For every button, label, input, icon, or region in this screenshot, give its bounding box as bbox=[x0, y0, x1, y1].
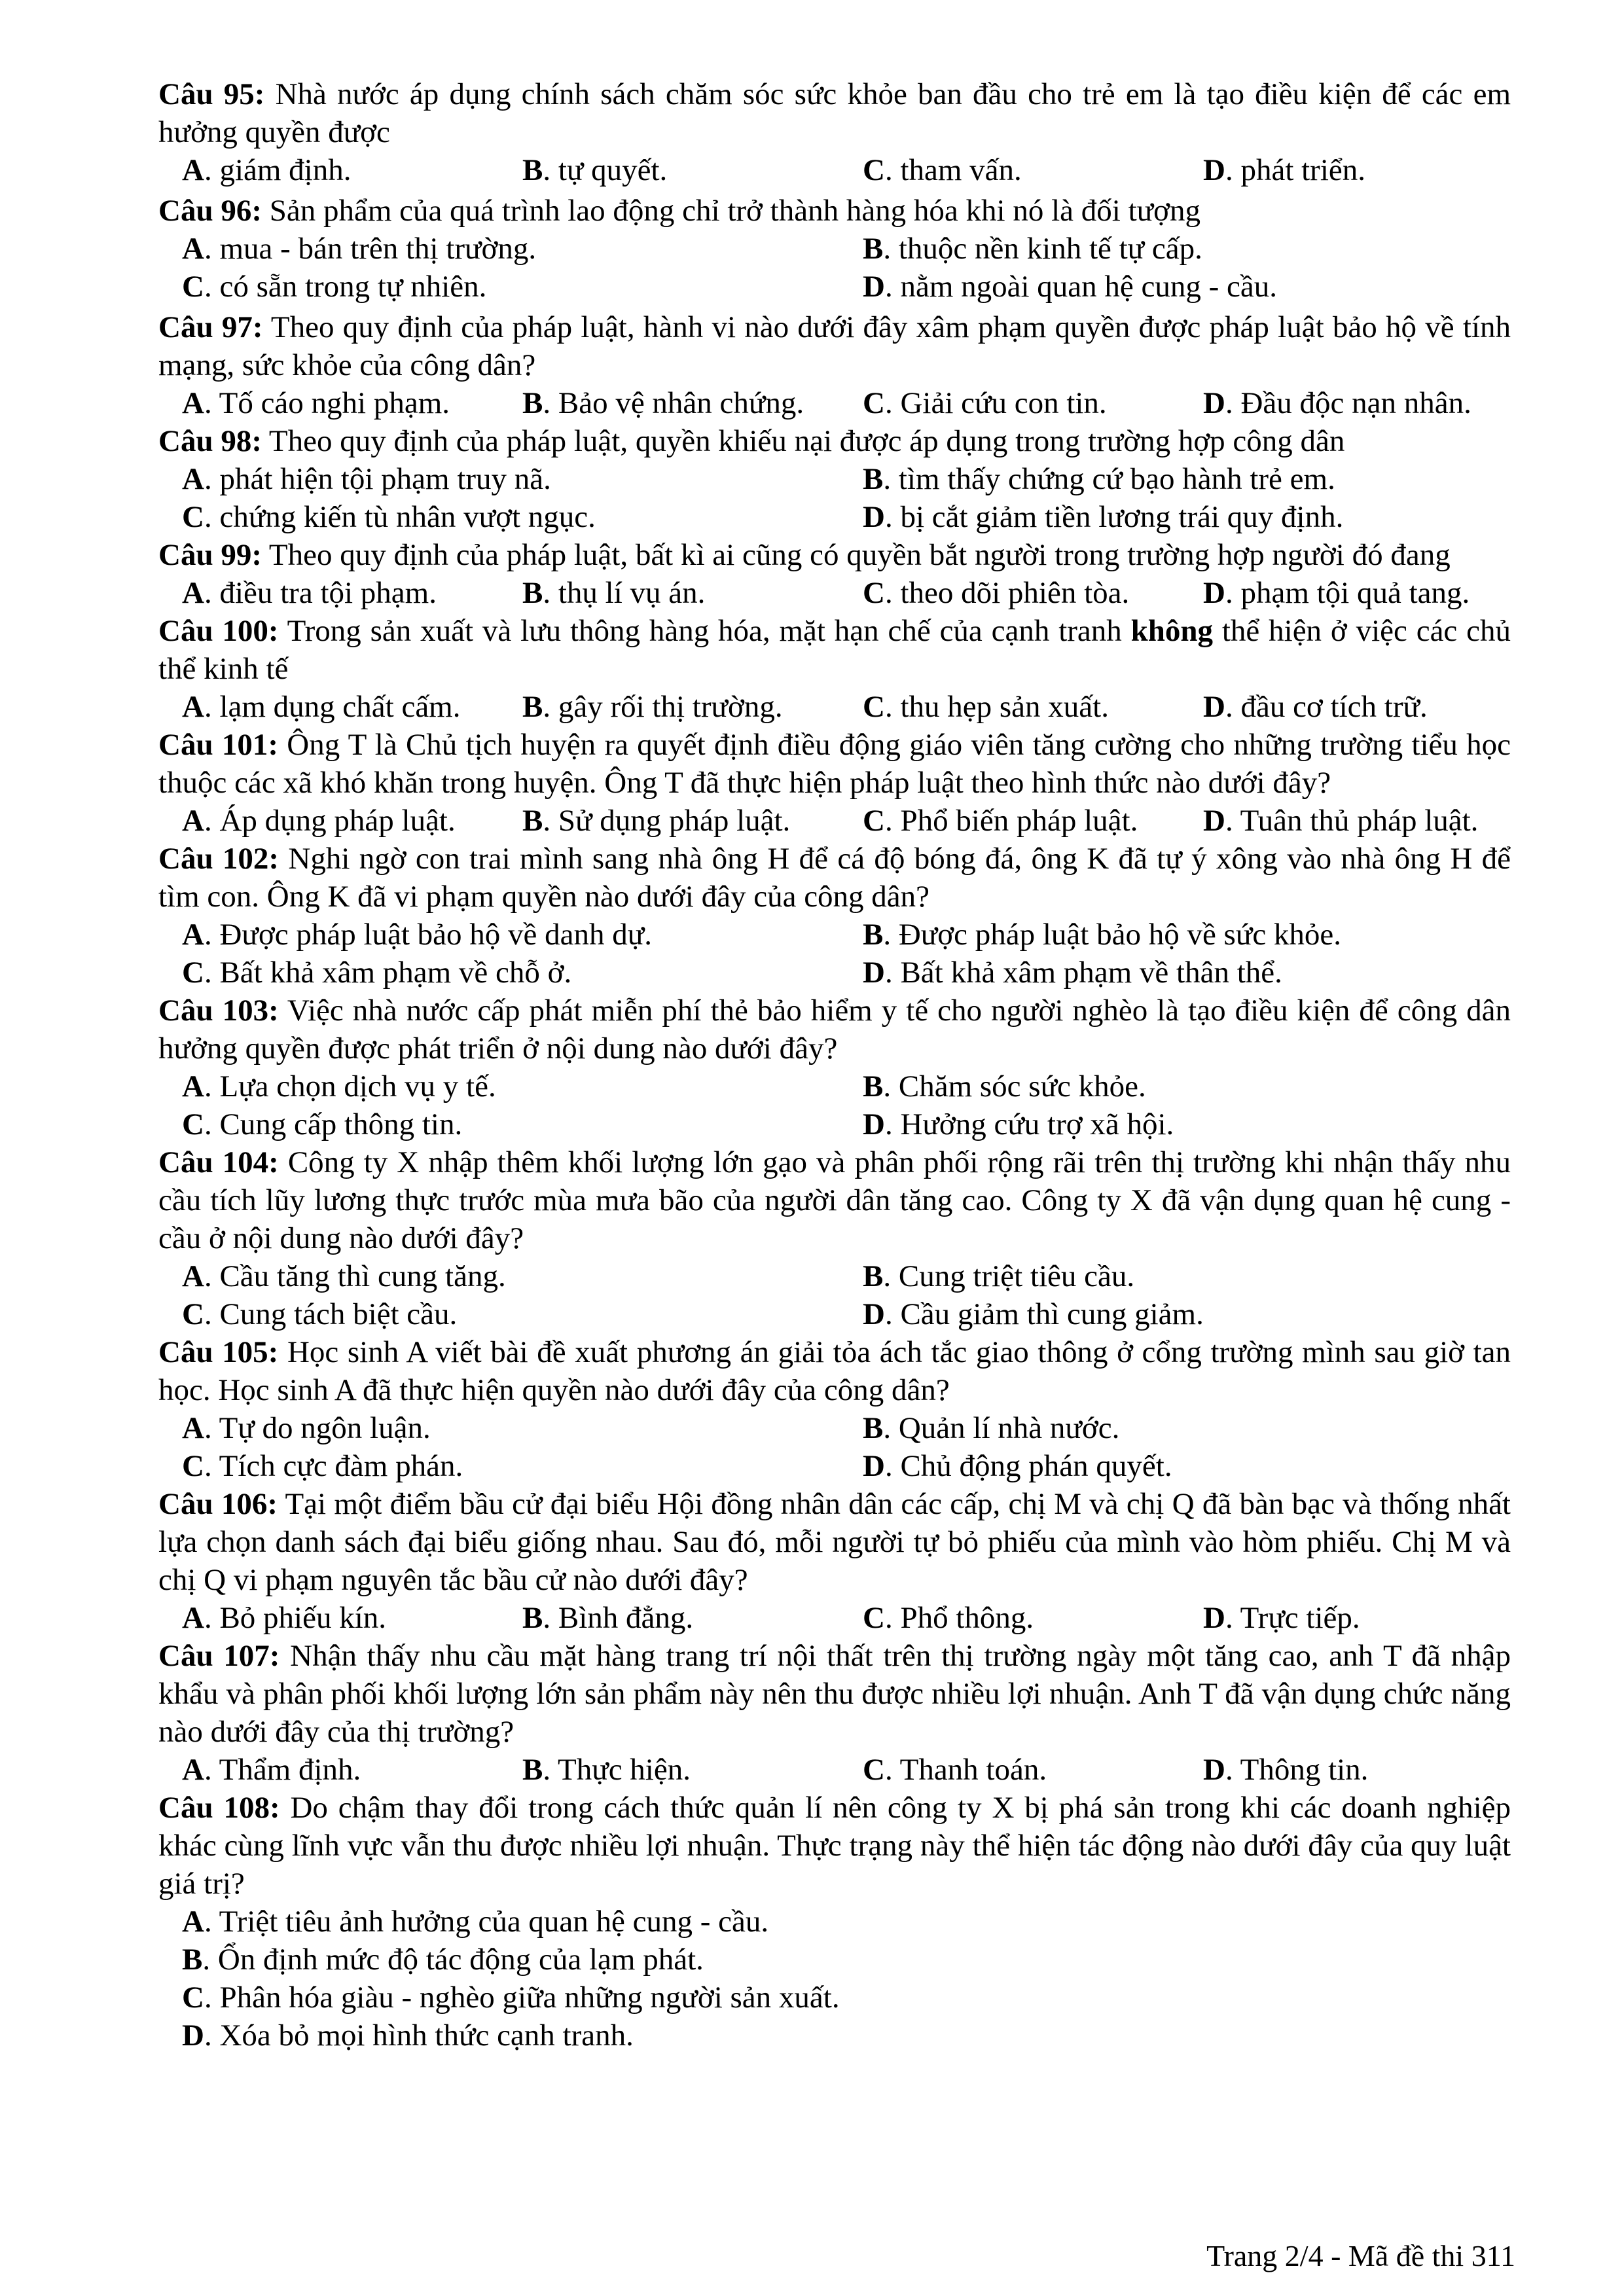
option-letter: B bbox=[522, 1753, 543, 1787]
question-list bbox=[158, 75, 1511, 2054]
option-letter: C bbox=[863, 576, 885, 610]
option-letter: D bbox=[1203, 1601, 1225, 1635]
question-stem bbox=[158, 308, 1511, 384]
option-d bbox=[863, 1295, 1534, 1333]
option-a bbox=[182, 1067, 863, 1105]
option-text: . Cung cấp thông tin. bbox=[204, 1107, 463, 1141]
option-letter: A bbox=[182, 918, 204, 952]
option-letter: D bbox=[1203, 386, 1225, 420]
option-text: . phạm tội quả tang. bbox=[1225, 576, 1470, 610]
options bbox=[182, 460, 1511, 536]
option-letter: B bbox=[863, 462, 884, 496]
options bbox=[182, 1903, 1511, 2054]
question-stem bbox=[158, 536, 1511, 574]
option-text: . Trực tiếp. bbox=[1225, 1601, 1360, 1635]
option-d bbox=[1203, 1599, 1534, 1637]
question-106 bbox=[158, 1485, 1511, 1637]
options bbox=[182, 1257, 1511, 1333]
options bbox=[182, 1409, 1511, 1485]
question-104 bbox=[158, 1143, 1511, 1333]
option-c bbox=[863, 574, 1203, 612]
question-label: Câu 100: bbox=[158, 614, 279, 648]
option-letter: D bbox=[863, 1297, 885, 1331]
option-c bbox=[863, 151, 1203, 189]
option-text: . Cầu giảm thì cung giảm. bbox=[884, 1297, 1204, 1331]
option-text: . bị cắt giảm tiền lương trái quy định. bbox=[884, 500, 1344, 534]
option-text: . phát hiện tội phạm truy nã. bbox=[204, 462, 551, 496]
option-a bbox=[182, 916, 863, 954]
option-b bbox=[863, 460, 1534, 498]
option-letter: B bbox=[863, 1259, 884, 1293]
option-letter: A bbox=[182, 1411, 204, 1445]
option-a bbox=[182, 230, 863, 268]
option-a bbox=[182, 151, 522, 189]
option-c bbox=[182, 498, 863, 536]
options bbox=[182, 230, 1511, 306]
option-text: . mua - bán trên thị trường. bbox=[204, 232, 537, 266]
option-b bbox=[522, 802, 863, 840]
option-d bbox=[863, 268, 1534, 306]
option-text: . tự quyết. bbox=[543, 153, 668, 187]
options bbox=[182, 688, 1511, 726]
option-c bbox=[182, 1295, 863, 1333]
option-letter: A bbox=[182, 1069, 204, 1103]
option-text: . Hưởng cứu trợ xã hội. bbox=[884, 1107, 1174, 1141]
question-label: Câu 99: bbox=[158, 538, 262, 572]
option-text: . Quản lí nhà nước. bbox=[883, 1411, 1120, 1445]
option-text: . Thực hiện. bbox=[543, 1753, 691, 1787]
question-label: Câu 108: bbox=[158, 1791, 280, 1825]
option-letter: D bbox=[1203, 690, 1225, 724]
options bbox=[182, 151, 1511, 189]
option-text: . Cung triệt tiêu cầu. bbox=[883, 1259, 1135, 1293]
option-text: . lạm dụng chất cấm. bbox=[204, 690, 461, 724]
question-stem bbox=[158, 192, 1511, 230]
option-letter: B bbox=[522, 1601, 543, 1635]
option-text: . Lựa chọn dịch vụ y tế. bbox=[204, 1069, 496, 1103]
option-d bbox=[863, 498, 1534, 536]
option-text: . tham vấn. bbox=[884, 153, 1022, 187]
option-letter: C bbox=[863, 386, 885, 420]
question-stem bbox=[158, 726, 1511, 802]
option-letter: B bbox=[863, 1069, 884, 1103]
question-stem bbox=[158, 75, 1511, 151]
option-c bbox=[182, 954, 863, 992]
question-stem bbox=[158, 1789, 1511, 1903]
option-b bbox=[522, 688, 863, 726]
question-text: Nhận thấy nhu cầu mặt hàng trang trí nội thất trên thị trường ngày một tăng cao, anh T đã nhập khẩu và phân phối khối lượng lớn sản phẩm này nên thu được nhiều lợi nhuận. Anh T đã vận dụng chức năng nào dưới đây của thị trường? bbox=[158, 1639, 1511, 1749]
option-letter: B bbox=[522, 386, 543, 420]
option-b bbox=[863, 230, 1534, 268]
option-b bbox=[522, 151, 863, 189]
option-text: . đầu cơ tích trữ. bbox=[1225, 690, 1428, 724]
option-letter: A bbox=[182, 1753, 204, 1787]
option-c bbox=[182, 1447, 863, 1485]
option-c bbox=[863, 802, 1203, 840]
option-text: . Được pháp luật bảo hộ về sức khỏe. bbox=[883, 918, 1342, 952]
option-letter: D bbox=[863, 956, 885, 990]
option-d bbox=[863, 954, 1534, 992]
question-text: Do chậm thay đổi trong cách thức quản lí nên công ty X bị phá sản trong khi các doanh nghiệp khác cùng lĩnh vực vẫn thu được nhiều lợi nhuận. Thực trạng này thể hiện tác động nào dưới đây của quy luật giá trị? bbox=[158, 1791, 1511, 1901]
option-letter: B bbox=[863, 1411, 884, 1445]
option-letter: D bbox=[1203, 576, 1225, 610]
question-97 bbox=[158, 308, 1511, 422]
option-text: . Được pháp luật bảo hộ về danh dự. bbox=[204, 918, 652, 952]
question-95 bbox=[158, 75, 1511, 189]
option-text: . Tích cực đàm phán. bbox=[204, 1449, 463, 1483]
option-text: . Bỏ phiếu kín. bbox=[204, 1601, 387, 1635]
option-c bbox=[182, 1979, 1534, 2017]
option-d bbox=[1203, 688, 1534, 726]
option-d bbox=[1203, 574, 1534, 612]
question-100 bbox=[158, 612, 1511, 726]
option-letter: A bbox=[182, 1601, 204, 1635]
question-text: Việc nhà nước cấp phát miễn phí thẻ bảo hiểm y tế cho người nghèo là tạo điều kiện để công dân hưởng quyền được phát triển ở nội dung nào dưới đây? bbox=[158, 994, 1511, 1066]
option-text: . thu hẹp sản xuất. bbox=[884, 690, 1109, 724]
option-letter: D bbox=[1203, 804, 1225, 838]
option-b bbox=[863, 1067, 1534, 1105]
option-letter: A bbox=[182, 462, 204, 496]
option-letter: B bbox=[522, 153, 543, 187]
question-105 bbox=[158, 1333, 1511, 1485]
option-text: . Sử dụng pháp luật. bbox=[543, 804, 791, 838]
option-letter: C bbox=[863, 804, 885, 838]
question-96 bbox=[158, 192, 1511, 306]
option-a bbox=[182, 1751, 522, 1789]
option-letter: C bbox=[182, 500, 204, 534]
question-label: Câu 105: bbox=[158, 1335, 279, 1369]
option-text: . Tố cáo nghi phạm. bbox=[204, 386, 450, 420]
question-label: Câu 98: bbox=[158, 424, 262, 458]
option-a bbox=[182, 384, 522, 422]
option-letter: C bbox=[182, 956, 204, 990]
question-stem bbox=[158, 422, 1511, 460]
options bbox=[182, 1067, 1511, 1143]
option-text: . phát triển. bbox=[1225, 153, 1366, 187]
question-text: Theo quy định của pháp luật, bất kì ai cũng có quyền bắt người trong trường hợp người đó đang bbox=[261, 538, 1451, 572]
question-108 bbox=[158, 1789, 1511, 2054]
option-text: . gây rối thị trường. bbox=[543, 690, 783, 724]
option-text: . nằm ngoài quan hệ cung - cầu. bbox=[884, 270, 1277, 304]
option-text: . Chủ động phán quyết. bbox=[884, 1449, 1172, 1483]
question-stem bbox=[158, 1333, 1511, 1409]
option-text: . Bất khả xâm phạm về thân thể. bbox=[884, 956, 1282, 990]
option-text: . theo dõi phiên tòa. bbox=[884, 576, 1130, 610]
question-text: Nghi ngờ con trai mình sang nhà ông H để cá độ bóng đá, ông K đã tự ý xông vào nhà ông H để tìm con. Ông K đã vi phạm quyền nào dưới đây của công dân? bbox=[158, 842, 1511, 914]
option-a bbox=[182, 1599, 522, 1637]
option-letter: C bbox=[182, 1449, 204, 1483]
options bbox=[182, 1751, 1511, 1789]
option-text: . Bất khả xâm phạm về chỗ ở. bbox=[204, 956, 572, 990]
question-label: Câu 106: bbox=[158, 1487, 278, 1521]
question-102 bbox=[158, 840, 1511, 992]
option-text: . điều tra tội phạm. bbox=[204, 576, 437, 610]
option-letter: D bbox=[863, 270, 885, 304]
option-letter: B bbox=[522, 690, 543, 724]
option-a bbox=[182, 1409, 863, 1447]
option-letter: A bbox=[182, 1259, 204, 1293]
option-a bbox=[182, 802, 522, 840]
option-c bbox=[863, 1599, 1203, 1637]
option-c bbox=[182, 1105, 863, 1143]
option-b bbox=[863, 916, 1534, 954]
option-text: . Thẩm định. bbox=[204, 1753, 361, 1787]
question-label: Câu 103: bbox=[158, 994, 279, 1028]
option-text: . Ổn định mức độ tác động của lạm phát. bbox=[202, 1943, 704, 1977]
question-label: Câu 101: bbox=[158, 728, 279, 762]
option-text: . Xóa bỏ mọi hình thức cạnh tranh. bbox=[204, 2018, 634, 2053]
option-text: . tìm thấy chứng cứ bạo hành trẻ em. bbox=[883, 462, 1335, 496]
option-letter: D bbox=[863, 1449, 885, 1483]
option-text: . Chăm sóc sức khỏe. bbox=[883, 1069, 1146, 1103]
question-stem bbox=[158, 1637, 1511, 1751]
question-text: Tại một điểm bầu cử đại biểu Hội đồng nhân dân các cấp, chị M và chị Q đã bàn bạc và thống nhất lựa chọn danh sách đại biểu giống nhau. Sau đó, mỗi người tự bỏ phiếu của mình vào hòm phiếu. Chị M và chị Q vi phạm nguyên tắc bầu cử nào dưới đây? bbox=[158, 1487, 1511, 1597]
question-99 bbox=[158, 536, 1511, 612]
option-letter: B bbox=[863, 232, 884, 266]
option-text: . Tự do ngôn luận. bbox=[204, 1411, 431, 1445]
option-b bbox=[182, 1941, 1534, 1979]
option-text: . Phân hóa giàu - nghèo giữa những người sản xuất. bbox=[204, 1981, 840, 2015]
question-101 bbox=[158, 726, 1511, 840]
option-text: . chứng kiến tù nhân vượt ngục. bbox=[204, 500, 596, 534]
option-letter: A bbox=[182, 690, 204, 724]
option-letter: C bbox=[863, 153, 885, 187]
options bbox=[182, 384, 1511, 422]
option-a bbox=[182, 460, 863, 498]
option-text: . giám định. bbox=[204, 153, 352, 187]
option-text: . Tuân thủ pháp luật. bbox=[1225, 804, 1479, 838]
question-text: Trong sản xuất và lưu thông hàng hóa, mặt hạn chế của cạnh tranh bbox=[278, 614, 1131, 648]
question-stem bbox=[158, 1485, 1511, 1599]
option-a bbox=[182, 688, 522, 726]
option-letter: C bbox=[182, 1107, 204, 1141]
question-label: Câu 95: bbox=[158, 77, 265, 111]
question-text: Công ty X nhập thêm khối lượng lớn gạo và phân phối rộng rãi trên thị trường khi nhận thấy nhu cầu tích lũy lương thực trước mùa mưa bão của người dân tăng cao. Công ty X đã vận dụng quan hệ cung - cầu ở nội dung nào dưới đây? bbox=[158, 1145, 1511, 1255]
option-letter: D bbox=[863, 500, 885, 534]
option-d bbox=[863, 1105, 1534, 1143]
option-letter: B bbox=[522, 804, 543, 838]
option-d bbox=[1203, 802, 1534, 840]
question-label: Câu 102: bbox=[158, 842, 280, 876]
question-label: Câu 97: bbox=[158, 310, 263, 344]
option-a bbox=[182, 1903, 1534, 1941]
option-letter: A bbox=[182, 386, 204, 420]
option-text: . thụ lí vụ án. bbox=[543, 576, 706, 610]
options bbox=[182, 802, 1511, 840]
option-letter: A bbox=[182, 153, 204, 187]
option-d bbox=[1203, 1751, 1534, 1789]
option-letter: D bbox=[182, 2018, 204, 2053]
option-text: . Triệt tiêu ảnh hưởng của quan hệ cung - cầu. bbox=[204, 1905, 769, 1939]
option-c bbox=[863, 384, 1203, 422]
option-text: . Thanh toán. bbox=[884, 1753, 1047, 1787]
option-letter: C bbox=[863, 690, 885, 724]
question-text: Ông T là Chủ tịch huyện ra quyết định điều động giáo viên tăng cường cho những trường tiểu học thuộc các xã khó khăn trong huyện. Ông T đã thực hiện pháp luật theo hình thức nào dưới đây? bbox=[158, 728, 1511, 800]
option-letter: B bbox=[182, 1943, 203, 1977]
option-letter: C bbox=[182, 1981, 204, 2015]
question-text-continued: thể hiện ở việc các chủ thể kinh tế bbox=[158, 614, 1511, 686]
option-letter: A bbox=[182, 576, 204, 610]
option-b bbox=[522, 1751, 863, 1789]
option-letter: A bbox=[182, 1905, 204, 1939]
question-label: Câu 107: bbox=[158, 1639, 280, 1673]
question-stem bbox=[158, 992, 1511, 1067]
option-letter: A bbox=[182, 804, 204, 838]
option-text: . Bảo vệ nhân chứng. bbox=[543, 386, 804, 420]
option-text: . Cung tách biệt cầu. bbox=[204, 1297, 458, 1331]
option-c bbox=[863, 1751, 1203, 1789]
option-text: . Giải cứu con tin. bbox=[884, 386, 1107, 420]
option-letter: A bbox=[182, 232, 204, 266]
question-107 bbox=[158, 1637, 1511, 1789]
question-label: Câu 96: bbox=[158, 194, 262, 228]
question-98 bbox=[158, 422, 1511, 536]
option-text: . thuộc nền kinh tế tự cấp. bbox=[883, 232, 1202, 266]
question-text: Nhà nước áp dụng chính sách chăm sóc sức khỏe ban đầu cho trẻ em là tạo điều kiện để các em hưởng quyền được bbox=[158, 77, 1511, 149]
question-text: Theo quy định của pháp luật, hành vi nào dưới đây xâm phạm quyền được pháp luật bảo hộ về tính mạng, sức khỏe của công dân? bbox=[158, 310, 1511, 382]
question-label: Câu 104: bbox=[158, 1145, 279, 1179]
option-text: . Thông tin. bbox=[1225, 1753, 1369, 1787]
option-letter: C bbox=[863, 1601, 885, 1635]
question-text: Học sinh A viết bài đề xuất phương án giải tỏa ách tắc giao thông ở cổng trường mình sau giờ tan học. Học sinh A đã thực hiện quyền nào dưới đây của công dân? bbox=[158, 1335, 1511, 1407]
option-b bbox=[863, 1257, 1534, 1295]
option-c bbox=[182, 268, 863, 306]
option-b bbox=[522, 384, 863, 422]
option-b bbox=[522, 574, 863, 612]
option-text: . Phổ biến pháp luật. bbox=[884, 804, 1138, 838]
question-stem bbox=[158, 612, 1511, 688]
options bbox=[182, 574, 1511, 612]
option-text: . Áp dụng pháp luật. bbox=[204, 804, 456, 838]
option-d bbox=[863, 1447, 1534, 1485]
option-c bbox=[863, 688, 1203, 726]
page-footer: Trang 2/4 - Mã đề thi 311 bbox=[1206, 2239, 1515, 2272]
emphasis-word: không bbox=[1130, 614, 1214, 648]
options bbox=[182, 916, 1511, 992]
option-letter: B bbox=[863, 918, 884, 952]
question-text: Sản phẩm của quá trình lao động chỉ trở thành hàng hóa khi nó là đối tượng bbox=[261, 194, 1200, 228]
question-text: Theo quy định của pháp luật, quyền khiếu nại được áp dụng trong trường hợp công dân bbox=[261, 424, 1345, 458]
option-a bbox=[182, 574, 522, 612]
option-letter: B bbox=[522, 576, 543, 610]
option-letter: C bbox=[182, 1297, 204, 1331]
option-a bbox=[182, 1257, 863, 1295]
question-stem bbox=[158, 1143, 1511, 1257]
option-text: . Bình đẳng. bbox=[543, 1601, 694, 1635]
option-letter: C bbox=[182, 270, 204, 304]
option-d bbox=[1203, 151, 1534, 189]
options bbox=[182, 1599, 1511, 1637]
option-d bbox=[182, 2017, 1534, 2054]
option-text: . có sẵn trong tự nhiên. bbox=[204, 270, 487, 304]
option-letter: D bbox=[863, 1107, 885, 1141]
option-letter: C bbox=[863, 1753, 885, 1787]
question-103 bbox=[158, 992, 1511, 1143]
option-letter: D bbox=[1203, 153, 1225, 187]
option-text: . Phổ thông. bbox=[884, 1601, 1034, 1635]
option-b bbox=[522, 1599, 863, 1637]
option-letter: D bbox=[1203, 1753, 1225, 1787]
option-text: . Cầu tăng thì cung tăng. bbox=[204, 1259, 506, 1293]
question-stem bbox=[158, 840, 1511, 916]
option-b bbox=[863, 1409, 1534, 1447]
option-text: . Đầu độc nạn nhân. bbox=[1225, 386, 1471, 420]
option-d bbox=[1203, 384, 1534, 422]
